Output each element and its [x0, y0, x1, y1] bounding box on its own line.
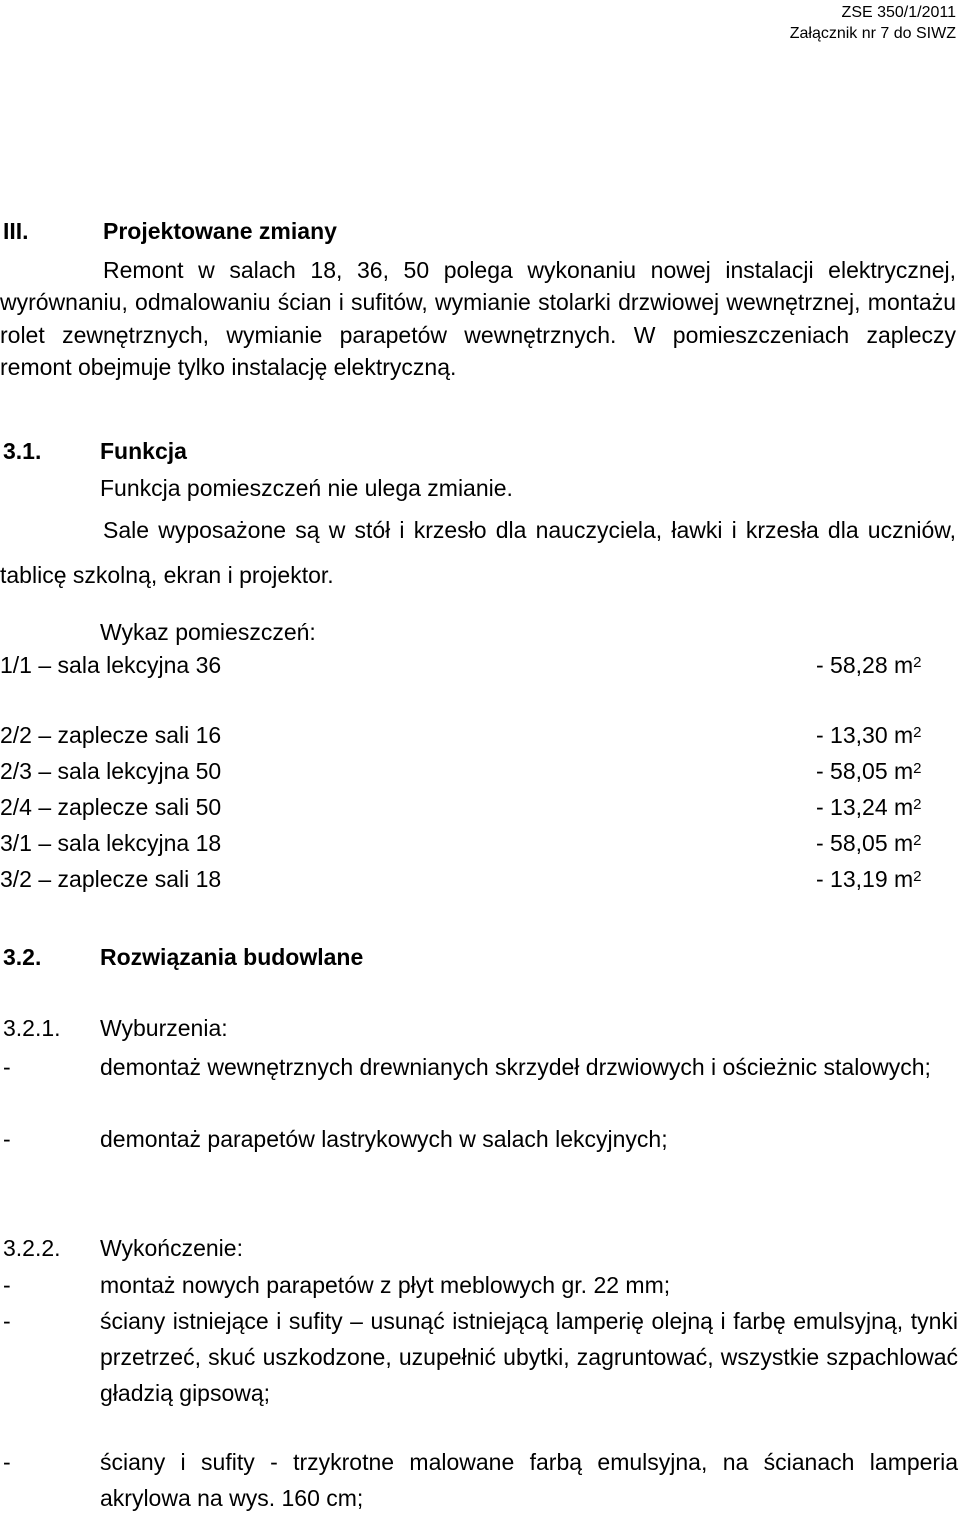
area-exponent: 2 [913, 724, 922, 741]
area-exponent: 2 [913, 796, 922, 813]
section-32-heading [0, 941, 960, 977]
section-32-number: 3.2. [3, 944, 42, 970]
list-item-text: ściany i sufity - trzykrotne malowane farbą emulsyjna, na ścianach lamperia akrylowa na wys. 160 cm; [100, 1449, 958, 1511]
table-row [0, 652, 960, 688]
table-row [0, 830, 960, 866]
area-exponent: 2 [913, 868, 922, 885]
section-31-number: 3.1. [3, 438, 42, 464]
room-area-value: - 13,24 [816, 794, 888, 820]
section-322-number: 3.2.2. [3, 1235, 61, 1261]
room-area [816, 866, 922, 893]
area-unit: m [894, 652, 914, 678]
rooms-list-label-text: Wykaz pomieszczeń: [100, 619, 316, 645]
area-unit: m [894, 830, 914, 856]
function-unchanged-line [0, 472, 960, 504]
section-322-title: Wykończenie: [100, 1235, 243, 1261]
list-item [0, 1121, 958, 1157]
rooms-equipment-text: Sale wyposażone są w stół i krzesło dla nauczyciela, ławki i krzesła dla uczniów, tablicę szkolną, ekran i projektor. [0, 517, 956, 588]
list-dash: - [3, 1054, 11, 1080]
section-3-title: Projektowane zmiany [103, 218, 337, 244]
room-area [816, 830, 922, 857]
function-unchanged-text: Funkcja pomieszczeń nie ulega zmianie. [100, 475, 513, 501]
room-name: 2/2 – zaplecze sali 16 [0, 722, 222, 748]
area-unit: m [894, 794, 914, 820]
room-area-value: - 58,28 [816, 652, 888, 678]
section-321-heading [0, 1012, 960, 1048]
list-item-text: demontaż wewnętrznych drewnianych skrzydeł drzwiowych i ościeżnic stalowych; [100, 1054, 931, 1080]
annex-label: Załącznik nr 7 do SIWZ [789, 25, 956, 42]
area-unit: m [894, 722, 914, 748]
area-unit: m [894, 758, 914, 784]
list-dash: - [3, 1449, 11, 1475]
room-name: 2/3 – sala lekcyjna 50 [0, 758, 222, 784]
rooms-list-label [0, 616, 960, 652]
section-31-title: Funkcja [100, 438, 187, 464]
list-item [0, 1267, 958, 1303]
area-exponent: 2 [913, 760, 922, 777]
area-exponent: 2 [913, 832, 922, 849]
table-row [0, 722, 960, 758]
table-row [0, 794, 960, 830]
section-32-title: Rozwiązania budowlane [100, 944, 364, 970]
list-item [0, 1444, 958, 1516]
room-area [816, 758, 922, 785]
list-dash: - [3, 1126, 11, 1152]
list-item-text: montaż nowych parapetów z płyt meblowych gr. 22 mm; [100, 1272, 671, 1298]
room-area-value: - 13,19 [816, 866, 888, 892]
section-31-heading [0, 435, 960, 471]
table-row [0, 758, 960, 794]
room-name: 1/1 – sala lekcyjna 36 [0, 652, 222, 678]
room-area-value: - 58,05 [816, 758, 888, 784]
section-322-heading [0, 1232, 960, 1268]
section-321-number: 3.2.1. [3, 1015, 61, 1041]
section-3-heading [0, 215, 960, 251]
room-area-value: - 58,05 [816, 830, 888, 856]
list-item [0, 1049, 958, 1121]
room-name: 2/4 – zaplecze sali 50 [0, 794, 222, 820]
area-unit: m [894, 866, 914, 892]
room-area [816, 722, 922, 749]
list-item-text: demontaż parapetów lastrykowych w salach lekcyjnych; [100, 1126, 668, 1152]
room-name: 3/1 – sala lekcyjna 18 [0, 830, 222, 856]
area-exponent: 2 [913, 654, 922, 671]
room-area [816, 794, 922, 821]
list-item-text: ściany istniejące i sufity – usunąć istniejącą lamperię olejną i farbę emulsyjną, tynki przetrzeć, skuć uszkodzone, uzupełnić ubytki, zagruntować, wszystkie szpachlować gładzią gipsową; [100, 1308, 958, 1406]
section-3-intro: Remont w salach 18, 36, 50 polega wykonaniu nowej instalacji elektrycznej, wyrównaniu, odmalowaniu ścian i sufitów, wymianie stolarki drzwiowej wewnętrznej, montażu rolet zewnętrznych, wymianie parapetów wewnętrznych. W pomieszczeniach zapleczy remont obejmuje tylko instalację elektryczną. [0, 257, 956, 380]
list-item [0, 1303, 958, 1411]
room-area [816, 652, 922, 679]
room-area-value: - 13,30 [816, 722, 888, 748]
document-reference: ZSE 350/1/2011 [841, 4, 956, 21]
section-3-number: III. [3, 218, 29, 244]
list-dash: - [3, 1272, 11, 1298]
table-row [0, 866, 960, 902]
room-name: 3/2 – zaplecze sali 18 [0, 866, 222, 892]
section-321-title: Wyburzenia: [100, 1015, 228, 1041]
list-dash: - [3, 1308, 11, 1334]
